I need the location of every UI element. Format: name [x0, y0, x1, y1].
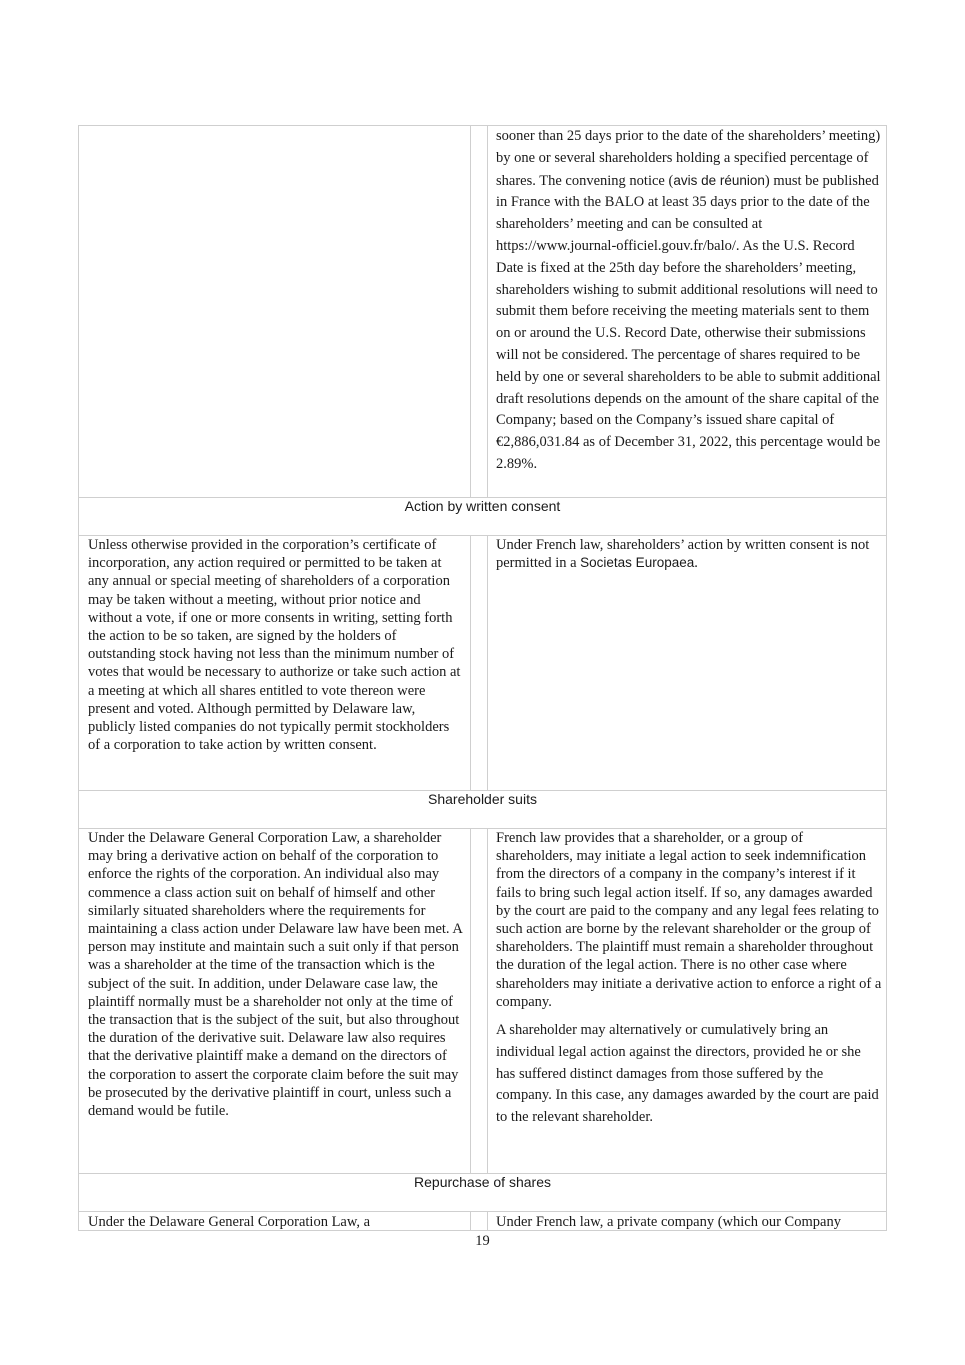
text-run: sooner than 25 days prior to the date of the shareholders’ meeting) by one or several shareholders holding a specified percentage of shares. The convening notice ( [496, 128, 881, 189]
repurchase-delaware-text: Under the Delaware General Corporation Law, a [88, 1214, 371, 1230]
section-header-repurchase: Repurchase of shares [414, 1174, 551, 1190]
paragraph: A shareholder may alternatively or cumulatively bring an individual legal action against the directors, provided he or she has suffered distinct damages from those suffered by the company. In this case, any damages awarded by the court are paid to the relevant shareholder. [496, 1022, 879, 1126]
shareholder-suits-french-text [496, 829, 882, 1129]
italic-term: Societas Europaea [580, 555, 695, 571]
column-divider-right [487, 126, 488, 497]
text-run: ) must be published in France with the BALO at least 35 days prior to the date of the shareholders’ meeting and can be consulted at https://www.journal-officiel.gouv.fr/balo/. As the U.S. Record Date is fixed at the 25th day before the shareholders’ meeting, shareholders wishing to submit additional resolutions will need to submit them before receiving the meeting materials sent to them on or around the U.S. Record Date, otherwise their submissions will not be considered. The percentage of shares required to be held by one or several shareholders to be able to submit additional draft resolutions depends on the amount of the share capital of the Company; based on the Company’s issued share capital of €2,886,031.84 as of December 31, 2022, this percentage would be 2.89%. [496, 172, 881, 472]
written-consent-delaware-text: Unless otherwise provided in the corporation’s certificate of incorporation, any action required or permitted to be taken at any annual or special meeting of shareholders of a corporation may be taken without a meeting, without prior notice and without a vote, if one or more consents in writing, setting forth the action to be so taken, are signed by the holders of outstanding stock having not less than the minimum number of votes that would be necessary to authorize or take such action at a meeting at which all shares entitled to vote thereon were present and voted. Although permitted by Delaware law, publicly listed companies do not typically permit stockholders of a corporation to take action by written consent. [88, 537, 461, 754]
section-header-shareholder-suits: Shareholder suits [428, 791, 537, 807]
italic-term: avis de réunion [673, 172, 765, 188]
page-number: 19 [475, 1233, 490, 1249]
section-header-written-consent: Action by written consent [404, 498, 561, 514]
column-divider-right [487, 1211, 488, 1231]
column-divider-left [470, 1211, 471, 1231]
text-run: . [694, 555, 698, 572]
column-divider-left [470, 828, 471, 1173]
column-divider-right [487, 535, 488, 790]
shareholder-suits-delaware-text: Under the Delaware General Corporation Law, a shareholder may bring a derivative action on behalf of the corporation to enforce the rights of the corporation. An individual also may commence a class action suit on behalf of himself and other similarly situated shareholders where the requirements for maintaining a class action under Delaware law have been met. A person may institute and maintain such a suit only if that person was a shareholder at the time of the transaction which is the subject of the suit. In addition, under Delaware case law, the plaintiff normally must be a shareholder not only at the time of the transaction that is the subject of the suit, but also throughout the duration of the derivative suit. Delaware law also requires that the derivative plaintiff make a demand on the directors of the corporation to assert the corporate claim before the suit may be prosecuted by the derivative plaintiff in court, unless such a demand would be futile. [88, 830, 463, 1120]
repurchase-french-text: Under French law, a private company (which our Company [496, 1214, 841, 1230]
text-run: Under French law, shareholders’ action by written consent is not permitted in a [496, 537, 870, 572]
column-divider-right [487, 828, 488, 1173]
column-divider-left [470, 126, 471, 497]
written-consent-french-text [496, 536, 882, 572]
paragraph: French law provides that a shareholder, or a group of shareholders, may initiate a legal action to seek indemnification from the directors of a company in the company’s interest if it fails to bring such legal action itself. If so, any damages awarded by the court are paid to the company and any legal fees relating to such action are borne by the relevant shareholder or the group of shareholders. The plaintiff must remain a shareholder throughout the duration of the legal action. There is no other case where shareholders may initiate a derivative action to enforce a right of a company. [496, 830, 882, 1010]
column-divider-left [470, 535, 471, 790]
comparison-table [78, 125, 887, 1231]
shareholder-proposals-french-text [496, 126, 882, 476]
row-divider [79, 1211, 886, 1212]
